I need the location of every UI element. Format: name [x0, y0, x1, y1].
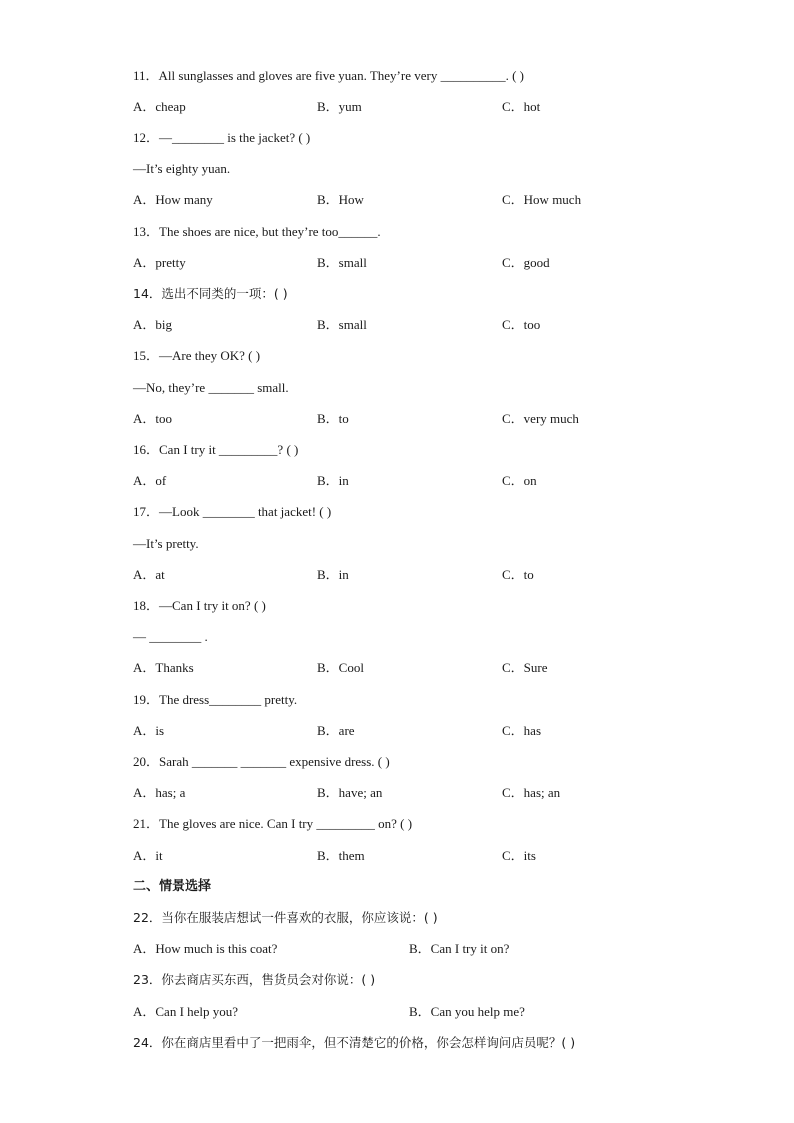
question-13-option-a: A．pretty	[133, 255, 186, 270]
question-21-option-c: C．its	[502, 848, 536, 863]
question-16-option-c: C．on	[502, 473, 537, 488]
section-2-heading: 二、情景选择	[133, 879, 212, 894]
question-12-stem: 12．—________ is the jacket? ( )	[133, 130, 311, 145]
question-12-option-a: A．How many	[133, 192, 213, 207]
question-18-answer-line: — ________ .	[133, 629, 208, 644]
question-16-option-b: B．in	[317, 473, 349, 488]
question-19-option-c: C．has	[502, 723, 542, 738]
question-15-stem: 15．—Are they OK? ( )	[133, 348, 261, 363]
question-14-stem: 14．选出不同类的一项：( )	[133, 286, 288, 301]
question-24-stem: 24．你在商店里看中了一把雨伞，但不清楚它的价格，你会怎样询问店员呢？( )	[133, 1035, 576, 1050]
question-21-option-b: B．them	[317, 848, 365, 863]
question-17-option-a: A．at	[133, 567, 165, 582]
question-17-stem: 17．—Look ________ that jacket! ( )	[133, 504, 332, 519]
question-20-stem: 20．Sarah _______ _______ expensive dress. ( )	[133, 754, 390, 769]
question-20-option-b: B．have; an	[317, 785, 383, 800]
question-19-option-b: B．are	[317, 723, 355, 738]
question-12-answer-line: —It’s eighty yuan.	[133, 161, 231, 176]
question-13-stem: 13．The shoes are nice, but they’re too______.	[133, 224, 381, 239]
question-23-option-b: B．Can you help me?	[409, 1004, 525, 1019]
question-11-option-c: C．hot	[502, 99, 541, 114]
question-12-option-b: B．How	[317, 192, 364, 207]
question-14-option-c: C．too	[502, 317, 541, 332]
question-13-option-c: C．good	[502, 255, 550, 270]
question-17-option-c: C．to	[502, 567, 534, 582]
question-11-stem: 11．All sunglasses and gloves are five yuan. They’re very __________. ( )	[133, 68, 524, 83]
question-22-stem: 22．当你在服装店想试一件喜欢的衣服，你应该说：( )	[133, 910, 438, 925]
question-19-stem: 19．The dress________ pretty.	[133, 692, 298, 707]
question-15-answer-line: —No, they’re _______ small.	[133, 380, 289, 395]
question-22-option-a: A．How much is this coat?	[133, 941, 278, 956]
question-23-option-a: A．Can I help you?	[133, 1004, 239, 1019]
question-18-option-a: A．Thanks	[133, 660, 194, 675]
question-11-option-b: B．yum	[317, 99, 362, 114]
question-15-option-c: C．very much	[502, 411, 579, 426]
question-14-option-b: B．small	[317, 317, 367, 332]
question-23-stem: 23．你去商店买东西，售货员会对你说：( )	[133, 972, 376, 987]
question-18-stem: 18．—Can I try it on? ( )	[133, 598, 266, 613]
question-12-option-c: C．How much	[502, 192, 582, 207]
question-19-option-a: A．is	[133, 723, 165, 738]
question-11-option-a: A．cheap	[133, 99, 186, 114]
question-15-option-b: B．to	[317, 411, 349, 426]
question-14-option-a: A．big	[133, 317, 173, 332]
question-18-option-c: C．Sure	[502, 660, 548, 675]
question-18-option-b: B．Cool	[317, 660, 364, 675]
question-22-option-b: B．Can I try it on?	[409, 941, 510, 956]
question-13-option-b: B．small	[317, 255, 367, 270]
question-20-option-a: A．has; a	[133, 785, 186, 800]
question-16-stem: 16．Can I try it _________? ( )	[133, 442, 299, 457]
question-17-answer-line: —It’s pretty.	[133, 536, 199, 551]
question-21-option-a: A．it	[133, 848, 163, 863]
question-21-stem: 21．The gloves are nice. Can I try _________ on? ( )	[133, 816, 413, 831]
question-16-option-a: A．of	[133, 473, 167, 488]
question-20-option-c: C．has; an	[502, 785, 561, 800]
question-17-option-b: B．in	[317, 567, 349, 582]
question-15-option-a: A．too	[133, 411, 173, 426]
